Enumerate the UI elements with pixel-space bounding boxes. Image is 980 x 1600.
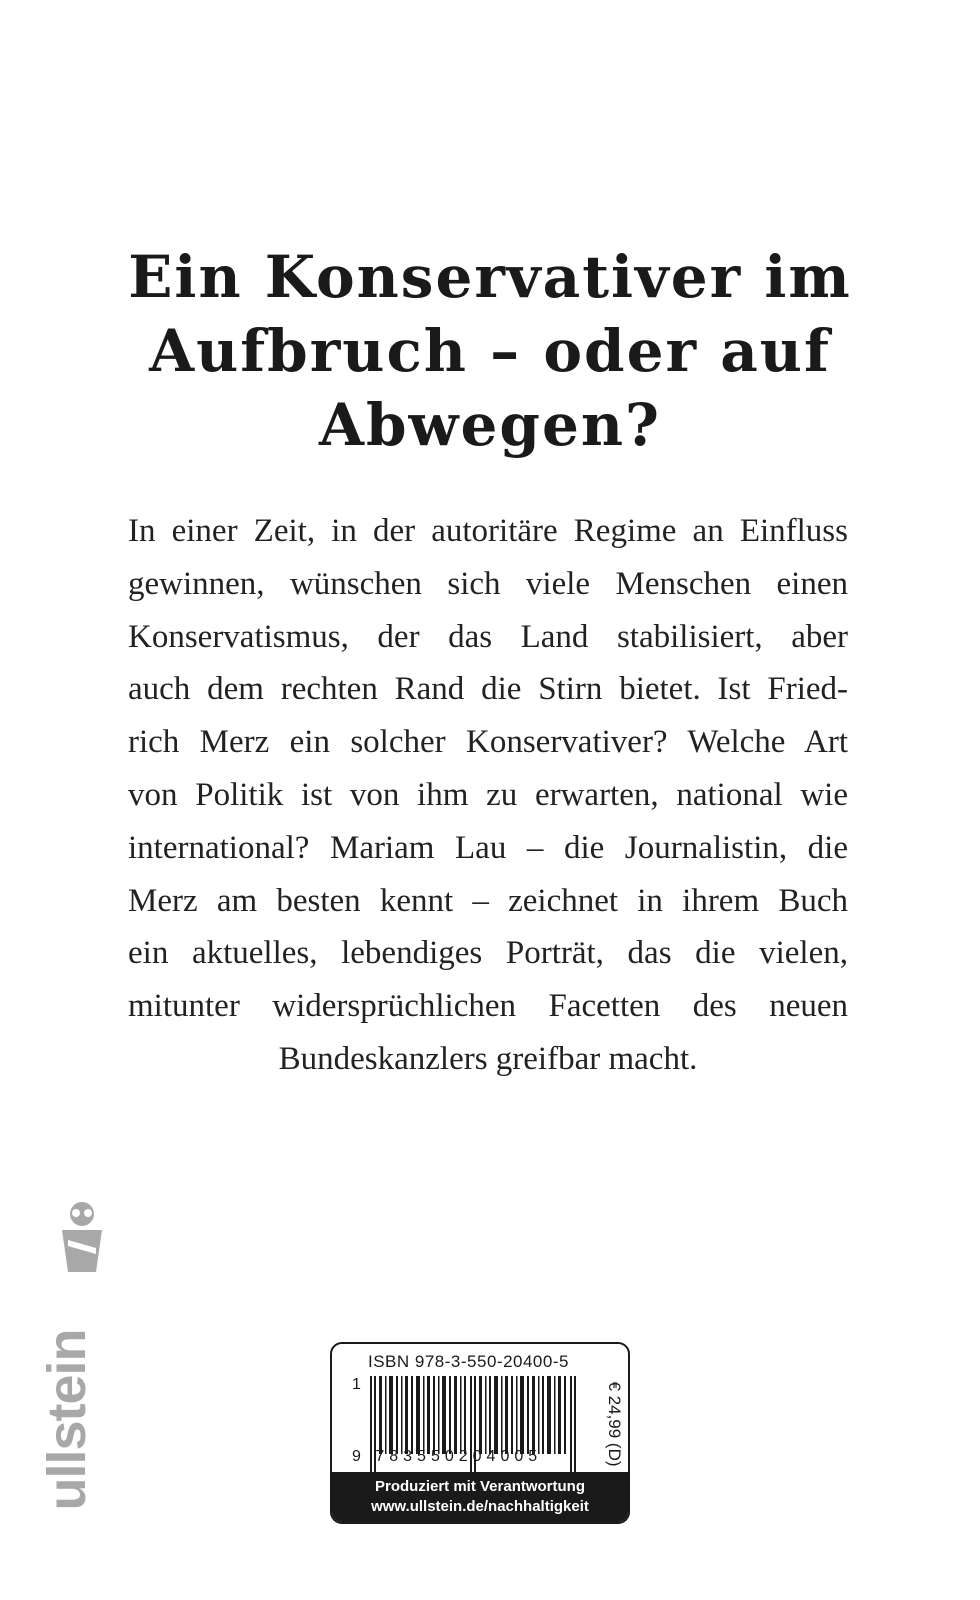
- blurb-line: Konservatismus, der das Land stabilisiert, aber: [128, 618, 848, 655]
- blurb-line: international? Mariam Lau – die Journalistin, die: [128, 829, 848, 866]
- headline: [60, 240, 920, 462]
- blurb-line: von Politik ist von ihm zu erwarten, national wie: [128, 776, 848, 813]
- barcode-digits: [352, 1448, 542, 1466]
- blurb-line: In einer Zeit, in der autoritäre Regime an Einfluss: [128, 513, 848, 549]
- blurb-line: Bundeskanzlers greifbar macht.: [278, 1040, 698, 1077]
- headline-line-3: Abwegen?: [319, 391, 661, 459]
- sustainability-band: [332, 1472, 628, 1522]
- barcode-digit-run: 783550204005: [375, 1448, 543, 1465]
- blurb-line: mitunter widersprüchlichen Facetten des neuen: [128, 988, 848, 1025]
- blurb-line: Merz am besten kennt – zeichnet in ihrem Buch: [128, 882, 848, 919]
- barcode-first-digit: 9: [352, 1448, 366, 1465]
- barcode-box: [330, 1342, 630, 1524]
- blurb-line: gewinnen, wünschen sich viele Menschen einen: [128, 565, 848, 602]
- blurb-line: auch dem rechten Rand die Stirn bietet. Ist Fried-: [128, 671, 848, 708]
- isbn-label: ISBN 978-3-550-20400-5: [368, 1352, 569, 1371]
- owl-icon: [52, 1200, 112, 1280]
- blurb-line: rich Merz ein solcher Konservativer? Welche Art: [128, 724, 848, 761]
- barcode-top-digit: 1: [352, 1376, 361, 1393]
- sustainability-line-1: Produziert mit Verantwortung: [374, 1478, 585, 1495]
- headline-line-2: Aufbruch – oder auf: [149, 317, 831, 385]
- blurb-text: [128, 505, 848, 1086]
- sustainability-url: www.ullstein.de/nachhaltigkeit: [371, 1498, 589, 1515]
- publisher-name: ullstein: [37, 1329, 97, 1511]
- headline-line-1: Ein Konservativer im: [128, 243, 852, 311]
- price-label: € 24,99 (D): [605, 1381, 624, 1467]
- publisher-logo: [22, 1200, 112, 1530]
- blurb-line: ein aktuelles, lebendiges Porträt, das die vielen,: [128, 935, 848, 972]
